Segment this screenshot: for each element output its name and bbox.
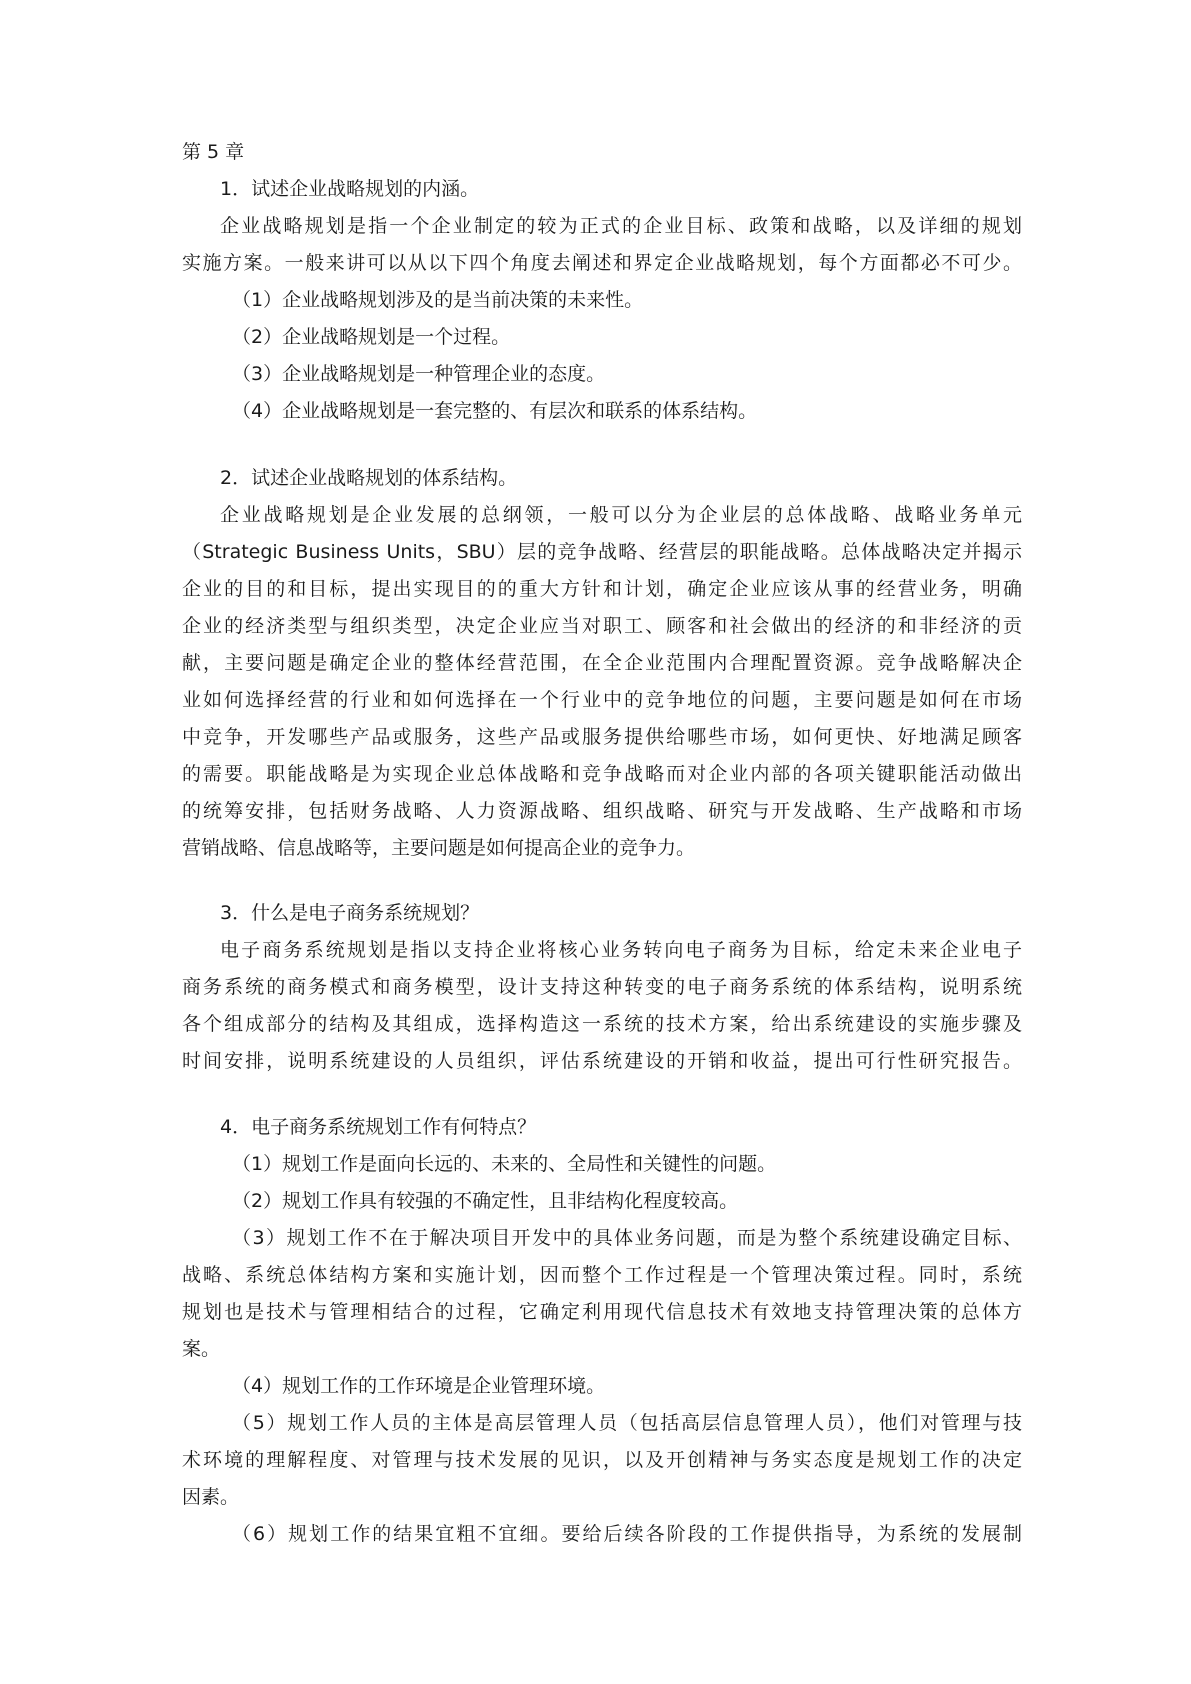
paragraph-line: 企业战略规划是指一个企业制定的较为正式的企业目标、政策和战略，以及详细的规划 [220, 215, 1022, 237]
question-2-title: 2．试述企业战略规划的体系结构。 [220, 467, 518, 489]
chapter-heading: 第 5 章 [182, 141, 245, 163]
paragraph-line: 企业的目的和目标，提出实现目的的重大方针和计划，确定企业应该从事的经营业务，明确 [182, 578, 1022, 600]
paragraph-line: 企业战略规划是企业发展的总纲领，一般可以分为企业层的总体战略、战略业务单元 [220, 504, 1022, 526]
list-item: （6）规划工作的结果宜粗不宜细。要给后续各阶段的工作提供指导，为系统的发展制 [232, 1523, 1022, 1545]
list-item: （4）企业战略规划是一套完整的、有层次和联系的体系结构。 [232, 400, 758, 422]
paragraph-line: 企业的经济类型与组织类型，决定企业应当对职工、顾客和社会做出的经济的和非经济的贡 [182, 615, 1022, 637]
paragraph-line: 实施方案。一般来讲可以从以下四个角度去阐述和界定企业战略规划，每个方面都必不可少。 [182, 252, 1022, 274]
paragraph-line: 因素。 [182, 1486, 240, 1508]
list-item: （2）企业战略规划是一个过程。 [232, 326, 511, 348]
list-item: （3）企业战略规划是一种管理企业的态度。 [232, 363, 606, 385]
list-item: （3）规划工作不在于解决项目开发中的具体业务问题，而是为整个系统建设确定目标、 [232, 1227, 1022, 1249]
paragraph-line: 各个组成部分的结构及其组成，选择构造这一系统的技术方案，给出系统建设的实施步骤及 [182, 1013, 1022, 1035]
paragraph-line: 的需要。职能战略是为实现企业总体战略和竞争战略而对企业内部的各项关键职能活动做出 [182, 763, 1022, 785]
paragraph-line: 业如何选择经营的行业和如何选择在一个行业中的竞争地位的问题，主要问题是如何在市场 [182, 689, 1022, 711]
paragraph-line: 中竞争，开发哪些产品或服务，这些产品或服务提供给哪些市场，如何更快、好地满足顾客 [182, 726, 1022, 748]
paragraph-line: 规划也是技术与管理相结合的过程，它确定利用现代信息技术有效地支持管理决策的总体方 [182, 1301, 1022, 1323]
paragraph-line: 商务系统的商务模式和商务模型，设计支持这种转变的电子商务系统的体系结构，说明系统 [182, 976, 1022, 998]
question-4-title: 4．电子商务系统规划工作有何特点？ [220, 1116, 537, 1138]
question-3-title: 3．什么是电子商务系统规划？ [220, 902, 480, 924]
list-item: （1）企业战略规划涉及的是当前决策的未来性。 [232, 289, 644, 311]
paragraph-line: （Strategic Business Units，SBU）层的竞争战略、经营层的职能战略。总体战略决定并揭示 [182, 541, 1022, 563]
question-1-title: 1．试述企业战略规划的内涵。 [220, 178, 480, 200]
list-item: （2）规划工作具有较强的不确定性，且非结构化程度较高。 [232, 1190, 739, 1212]
paragraph-line: 术环境的理解程度、对管理与技术发展的见识，以及开创精神与务实态度是规划工作的决定 [182, 1449, 1022, 1471]
paragraph-line: 献，主要问题是确定企业的整体经营范围，在全企业范围内合理配置资源。竞争战略解决企 [182, 652, 1022, 674]
paragraph-line: 案。 [182, 1338, 221, 1360]
list-item: （5）规划工作人员的主体是高层管理人员（包括高层信息管理人员），他们对管理与技 [232, 1412, 1022, 1434]
list-item: （1）规划工作是面向长远的、未来的、全局性和关键性的问题。 [232, 1153, 777, 1175]
paragraph-line: 时间安排，说明系统建设的人员组织，评估系统建设的开销和收益，提出可行性研究报告。 [182, 1050, 1022, 1072]
paragraph-line: 战略、系统总体结构方案和实施计划，因而整个工作过程是一个管理决策过程。同时，系统 [182, 1264, 1022, 1286]
paragraph-line: 的统筹安排，包括财务战略、人力资源战略、组织战略、研究与开发战略、生产战略和市场 [182, 800, 1022, 822]
paragraph-line: 电子商务系统规划是指以支持企业将核心业务转向电子商务为目标，给定未来企业电子 [220, 939, 1022, 961]
list-item: （4）规划工作的工作环境是企业管理环境。 [232, 1375, 606, 1397]
paragraph-line: 营销战略、信息战略等，主要问题是如何提高企业的竞争力。 [182, 837, 696, 859]
